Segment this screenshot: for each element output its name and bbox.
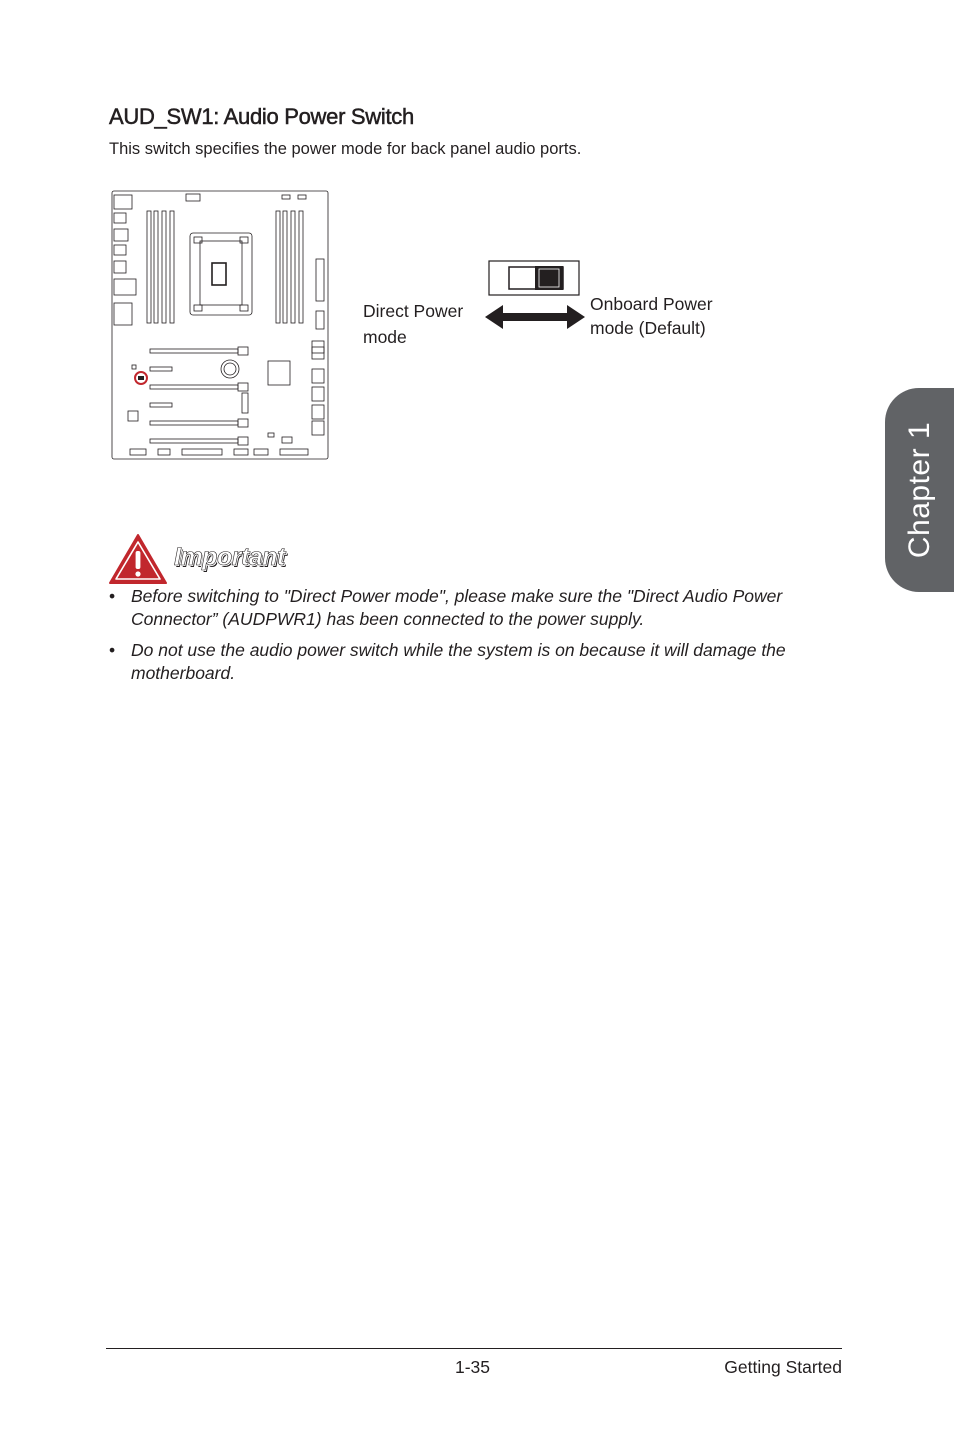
list-item (109, 639, 829, 685)
page-number: 1-35 (455, 1357, 491, 1377)
switch-illustration (485, 259, 585, 333)
warning-triangle-icon (108, 533, 168, 585)
chapter-tab (885, 388, 954, 592)
section-heading: AUD_SW1: Audio Power Switch (109, 104, 414, 129)
bullet: • (109, 586, 116, 606)
direct-power-label: Direct Power mode (363, 301, 464, 347)
footer-divider (106, 1348, 842, 1349)
note-text: Do not use the audio power switch while the system is on because it will damage the motherboard. (131, 640, 786, 683)
important-notes (109, 585, 829, 693)
footer-section-title: Getting Started (724, 1357, 842, 1377)
double-arrow-icon (485, 305, 585, 329)
list-item (109, 585, 829, 631)
chapter-tab-label: Chapter 1 (902, 421, 936, 559)
note-text: Before switching to "Direct Power mode", please make sure the "Direct Audio Power Connector” (AUDPWR1) has been connected to the power supply. (131, 586, 783, 629)
motherboard-diagram (110, 189, 330, 461)
onboard-power-label: Onboard Power mode (Default) (590, 294, 713, 338)
important-heading: Important (174, 543, 285, 571)
bullet: • (109, 640, 116, 660)
intro-text: This switch specifies the power mode for back panel audio ports. (109, 140, 582, 158)
